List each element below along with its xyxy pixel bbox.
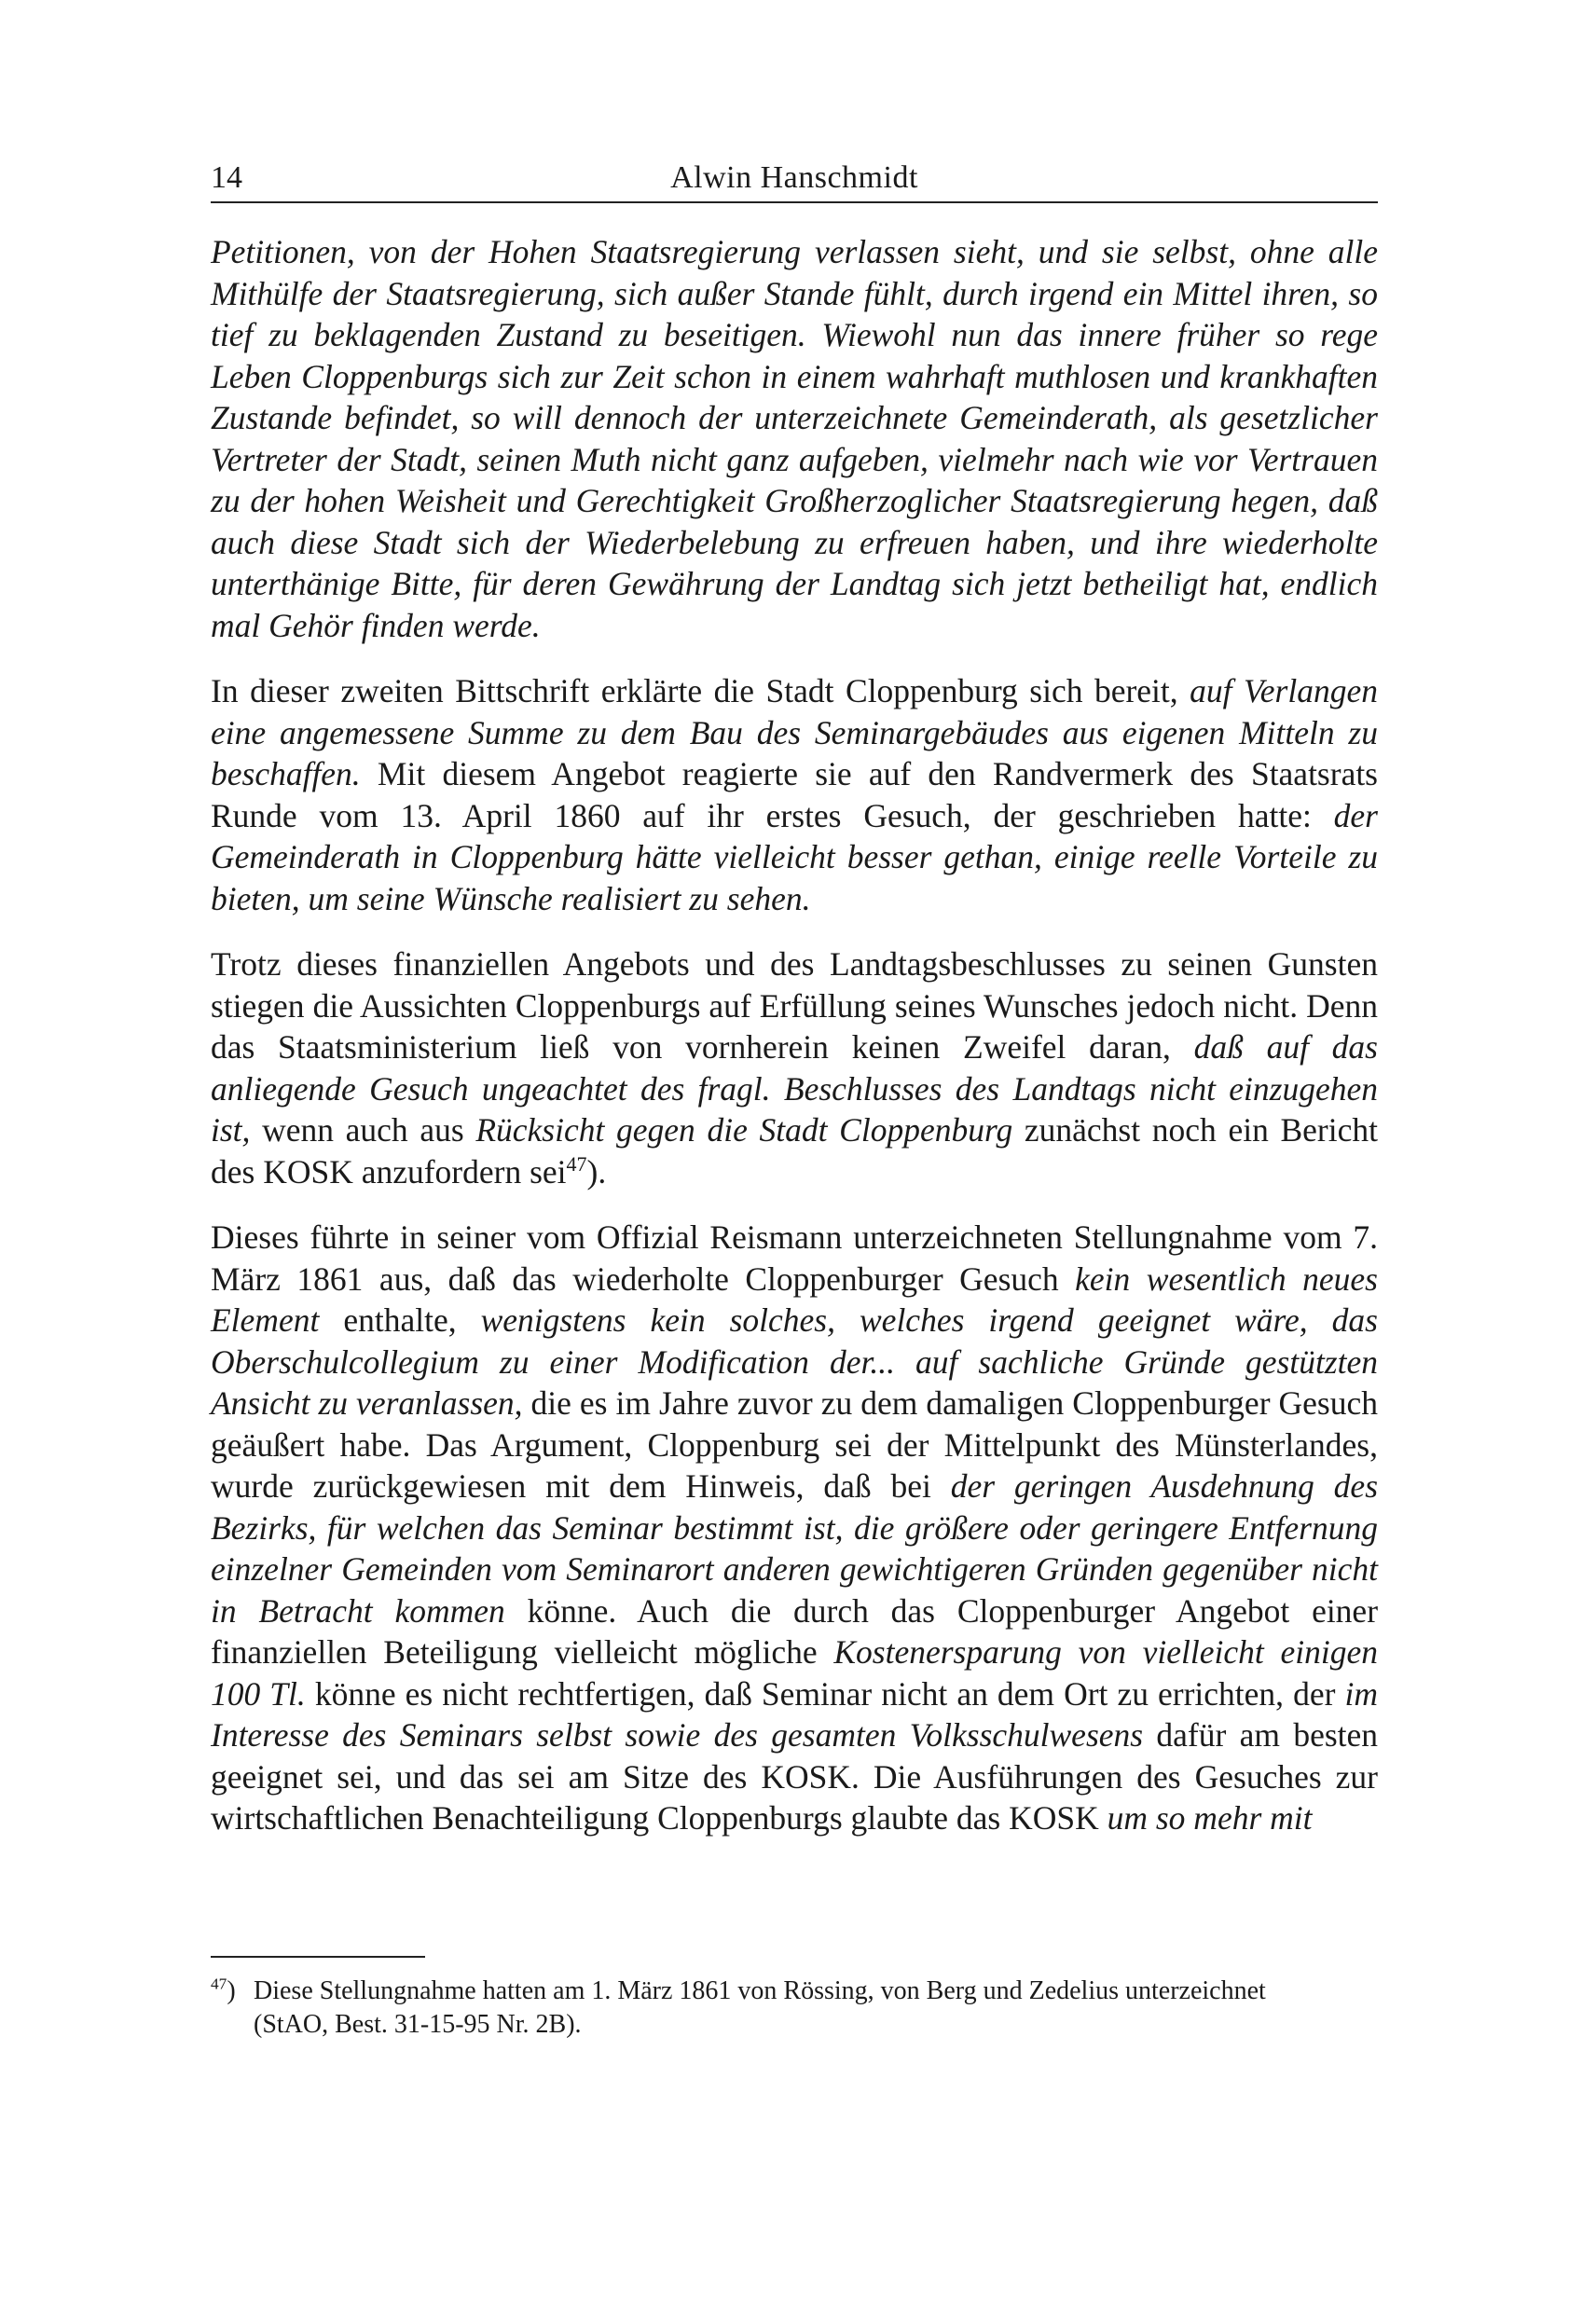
text-span: zunächst noch ein Bericht des KOSK anzufordern sei (211, 1111, 1378, 1190)
paragraph-second-petition (211, 670, 1378, 919)
page-number: 14 (211, 160, 242, 195)
text-span: Trotz dieses finanziellen Angebots und des Landtagsbeschlusses zu seinen Gunsten stiegen die Aussichten Cloppenburgs auf Erfüllung seines Wunsches jedoch nicht. Denn das Staatsministerium ließ von vornherein keinen Zweifel daran, (211, 945, 1378, 1066)
text-span: enthalte, (319, 1301, 481, 1339)
text-span: In dieser zweiten Bittschrift erklärte die Stadt Cloppenburg sich bereit, (211, 672, 1190, 709)
text-span: Dieses führte in seiner vom Offizial Reismann unterzeichneten Stellungnahme vom 7. März 1861 aus, daß das wiederholte Cloppenburger Gesuch (211, 1218, 1378, 1298)
text-span: könne es nicht rechtfertigen, daß Seminar nicht an dem Ort zu errichten, der (305, 1674, 1345, 1713)
footnote-text: Diese Stellungnahme hatten am 1. März 1861 von Rössing, von Berg und Zedelius unterzeichnet (254, 1976, 1266, 2005)
italic-text: im Interesse des Seminars selbst sowie des gesamten Volksschulwesens (211, 1674, 1379, 1754)
running-head: Alwin Hanschmidt (670, 160, 918, 195)
italic-text: Rücksicht gegen die Stadt Cloppenburg (475, 1111, 1013, 1149)
paragraph-kosk-statement (211, 1217, 1378, 1839)
italic-text: Kostenersparung von vielleicht einigen 100 Tl. (211, 1633, 1378, 1713)
footnote-line (211, 1975, 1378, 2008)
footnote-source: (StAO, Best. 31-15-95 Nr. 2B). (254, 2010, 582, 2039)
text-span: dafür am besten geeignet sei, und das sei am Sitze des KOSK. Die Ausführungen des Gesuches zur wirtschaftlichen Benachteiligung Cloppenburgs glaubte das KOSK (211, 1716, 1379, 1837)
text-span: könne. Auch die durch das Cloppenburger Angebot einer finanziellen Beteiligung vielleicht mögliche (211, 1591, 1379, 1671)
italic-text: Petitionen, von der Hohen Staatsregierung verlassen sieht, und sie selbst, ohne alle Mithülfe der Staatsregierung, sich außer Stande fühlt, durch irgend ein Mittel ihren, so tief zu beklagenden Zustand zu beseitigen. Wiewohl nun das innere früher so rege Leben Cloppenburgs sich zur Zeit schon in einem wahrhaft muthlosen und krankhaften Zustande befindet, so will dennoch der unterzeichnete Gemeinderath, als gesetzlicher Vertreter der Stadt, seinen Muth nicht ganz aufgeben, vielmehr nach wie vor Vertrauen zu der hohen Weisheit und Gerechtigkeit Großherzoglicher Staatsregierung hegen, daß auch diese Stadt sich der Wiederbelebung zu erfreuen haben, und ihre wiederholte unterthänige Bitte, für deren Gewährung der Landtag sich jetzt betheiligt hat, endlich mal Gehör finden werde. (211, 233, 1378, 644)
italic-text: daß auf das anliegende Gesuch ungeachtet des fragl. Beschlusses des Landtags nicht einzugehen ist, (211, 1028, 1378, 1149)
italic-text: kein wesentlich neues Element (211, 1259, 1378, 1339)
italic-text: wenigstens kein solches, welches irgend geeignet wäre, das Oberschulcollegium zu einer Modification der... auf sachliche Gründe gestützten Ansicht zu veranlassen, (211, 1301, 1378, 1422)
body-text (211, 231, 1378, 1864)
paragraph-quote-continuation (211, 231, 1378, 646)
footnote-marker (211, 1975, 254, 2008)
italic-text: der Gemeinderath in Cloppenburg hätte vielleicht besser gethan, einige reelle Vorteile zu bieten, um seine Wünsche realisiert zu sehen. (211, 796, 1378, 917)
footnote-separator (211, 1956, 425, 1958)
text-span: Mit diesem Angebot reagierte sie auf den Randvermerk des Staatsrats Runde vom 13. April 1860 auf ihr erstes Gesuch, der geschrieben hatte: (211, 755, 1378, 834)
italic-text: um so mehr mit (1107, 1799, 1313, 1837)
footnote-paren: ) (227, 1976, 236, 2005)
page-header (211, 157, 1378, 203)
footnote-47 (211, 1975, 1378, 2042)
text-span: die es im Jahre zuvor zu dem damaligen Cloppenburger Gesuch geäußert habe. Das Argument, Cloppenburg sei der Mittelpunkt des Münsterlandes, wurde zurückgewiesen mit dem Hinweis, daß bei (211, 1384, 1378, 1505)
text-span: ). (586, 1152, 607, 1190)
italic-text: der geringen Ausdehnung des Bezirks, für welchen das Seminar bestimmt ist, die größere oder geringere Entfernung einzelner Gemeinden vom Seminarort anderen gewichtigeren Gründen gegenüber nicht in Betracht kommen (211, 1467, 1379, 1630)
footnote-reference: 47 (566, 1151, 587, 1176)
paragraph-ministry-response (211, 943, 1378, 1192)
text-span: wenn auch aus (250, 1111, 476, 1149)
italic-text: auf Verlangen eine angemessene Summe zu dem Bau des Seminargebäudes aus eigenen Mitteln zu beschaffen. (211, 672, 1378, 792)
footnote-number: 47 (211, 1975, 227, 1993)
